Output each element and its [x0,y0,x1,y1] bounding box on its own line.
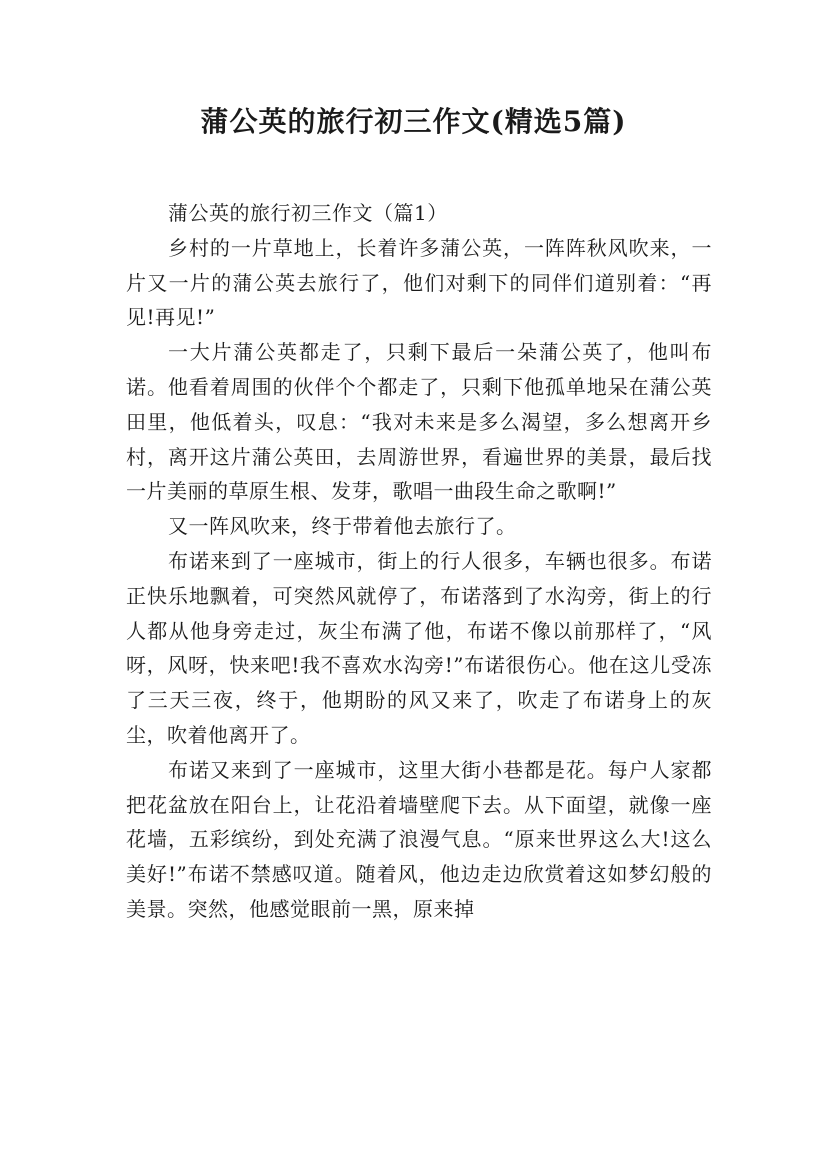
document-title: 蒲公英的旅行初三作文(精选5篇) [200,105,627,138]
paragraph: 布诺来到了一座城市，街上的行人很多，车辆也很多。布诺正快乐地飘着，可突然风就停了，布诺落到了水沟旁，街上的行人都从他身旁走过，灰尘布满了他，布诺不像以前那样了，“风呀，风呀，快来吧!我不喜欢水沟旁!”布诺很伤心。他在这儿受冻了三天三夜，终于，他期盼的风又来了，吹走了布诺身上的灰尘，吹着他离开了。 [126,548,712,747]
paragraph: 布诺又来到了一座城市，这里大街小巷都是花。每户人家都把花盆放在阳台上，让花沿着墙壁爬下去。从下面望，就像一座花墙，五彩缤纷，到处充满了浪漫气息。“原来世界这么大!这么美好!”布诺不禁感叹道。随着风，他边走边欣赏着这如梦幻般的美景。突然，他感觉眼前一黑，原来掉 [126,757,712,921]
paragraph: 一大片蒲公英都走了，只剩下最后一朵蒲公英了，他叫布诺。他看着周围的伙伴个个都走了，只剩下他孤单地呆在蒲公英田里，他低着头，叹息：“我对未来是多么渴望，多么想离开乡村，离开这片蒲公英田，去周游世界，看遍世界的美景，最后找一片美丽的草原生根、发芽，歌唱一曲段生命之歌啊!” [126,340,712,504]
section-heading: 蒲公英的旅行初三作文（篇1） [168,201,448,225]
paragraph: 乡村的一片草地上，长着许多蒲公英，一阵阵秋风吹来，一片又一片的蒲公英去旅行了，他们对剩下的同伴们道别着：“再见!再见!” [126,235,712,330]
paragraph: 又一阵风吹来，终于带着他去旅行了。 [168,514,517,539]
document-body [126,196,712,927]
